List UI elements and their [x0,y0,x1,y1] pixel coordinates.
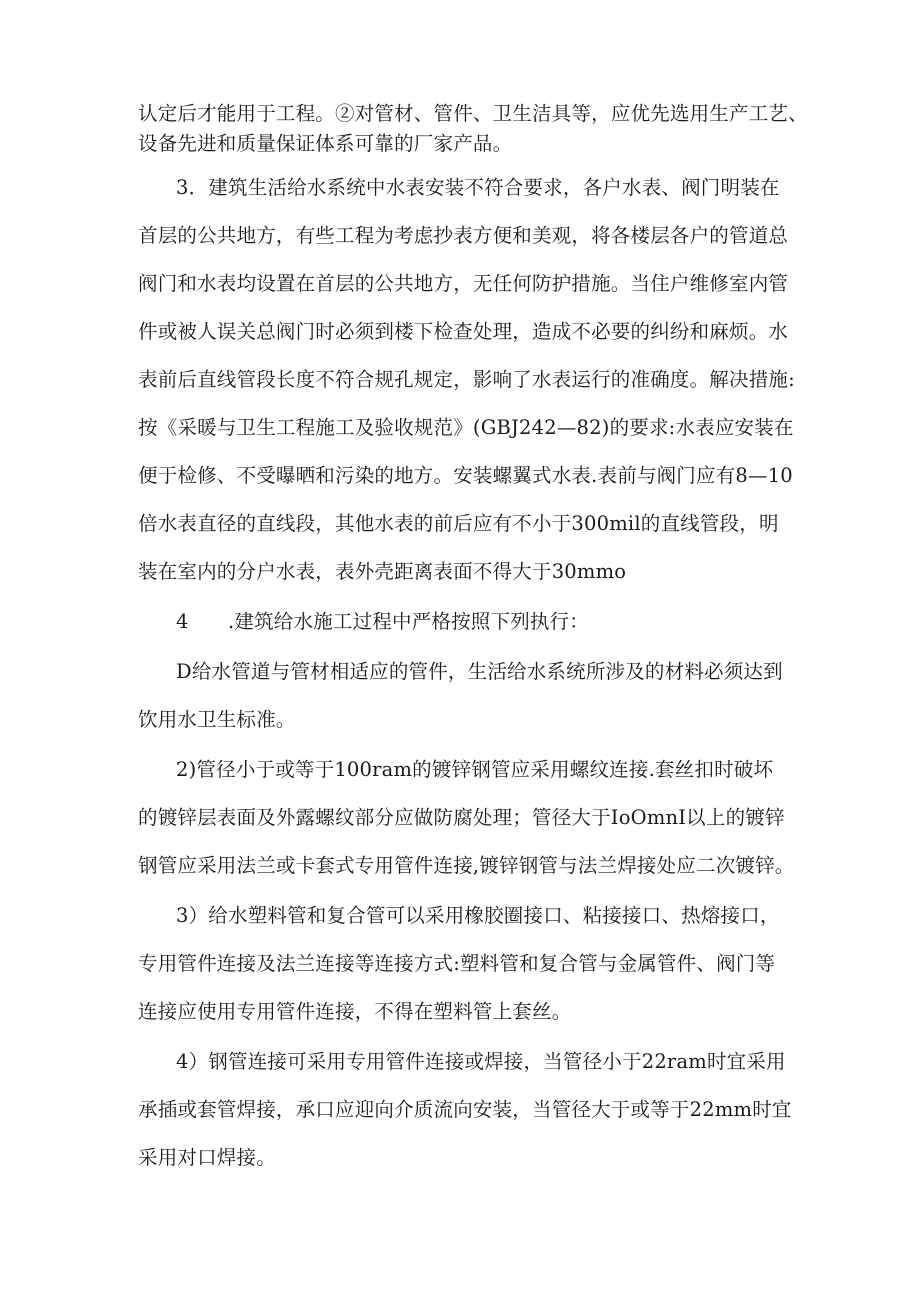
text-line: 表前后直线管段长度不符合规孔规定，影响了水表运行的准确度。解决措施: [138,368,795,391]
item-3-start: 3）给水塑料管和复合管可以采用橡胶圈接口、粘接接口、热熔接口， [176,904,780,927]
text-line: 阀门和水表均设置在首层的公共地方，无任何防护措施。当住户维修室内管 [138,272,789,295]
item-1-start: D给水管道与管材相适应的管件，生活给水系统所涉及的材料必须达到 [176,660,783,683]
text-line: 的镀锌层表面及外露螺纹部分应做防腐处理；管径大于IoOmnI以上的镀锌 [138,806,785,829]
text-line: 认定后才能用于工程。②对管材、管件、卫生洁具等，应优先选用生产工艺、 [138,102,808,125]
text-line: 承插或套管焊接，承口应迎向介质流向安装，当管径大于或等于22mm时宜 [138,1098,792,1121]
text-line: 专用管件连接及法兰连接等连接方式:塑料管和复合管与金属管件、阀门等 [138,952,776,975]
text-line: 采用对口焊接。 [138,1146,276,1169]
text-line: 装在室内的分户水表，表外壳距离表面不得大于30mmo [138,560,627,583]
text-line: 按《采暖与卫生工程施工及验收规范》(GBJ242—82)的要求:水表应安装在 [138,416,794,439]
paragraph-3-start: 3．建筑生活给水系统中水表安装不符合要求，各户水表、阀门明装在 [176,176,780,199]
text-line: 件或被人误关总阀门时必须到楼下检查处理，造成不必要的纠纷和麻烦。水 [138,320,789,343]
text-line: 钢管应采用法兰或卡套式专用管件连接,镀锌钢管与法兰焊接处应二次镀锌。 [138,854,795,877]
text-line: 设备先进和质量保证体系可靠的厂家产品。 [138,132,513,155]
paragraph-4-heading: 4 .建筑给水施工过程中严格按照下列执行： [176,610,590,633]
text-line: 便于检修、不受曝晒和污染的地方。安装螺翼式水表.表前与阀门应有8—10 [138,464,793,487]
text-line: 饮用水卫生标准。 [138,708,296,731]
item-2-start: 2)管径小于或等于100ram的镀锌钢管应采用螺纹连接.套丝扣时破坏 [176,758,774,781]
text-line: 连接应使用专用管件连接，不得在塑料管上套丝。 [138,1000,572,1023]
text-line: 倍水表直径的直线段，其他水表的前后应有不小于300mil的直线管段，明 [138,512,779,535]
text-line: 首层的公共地方，有些工程为考虑抄表方便和美观，将各楼层各户的管道总 [138,224,789,247]
item-4-start: 4）钢管连接可采用专用管件连接或焊接，当管径小于22ram时宜采用 [176,1050,786,1073]
